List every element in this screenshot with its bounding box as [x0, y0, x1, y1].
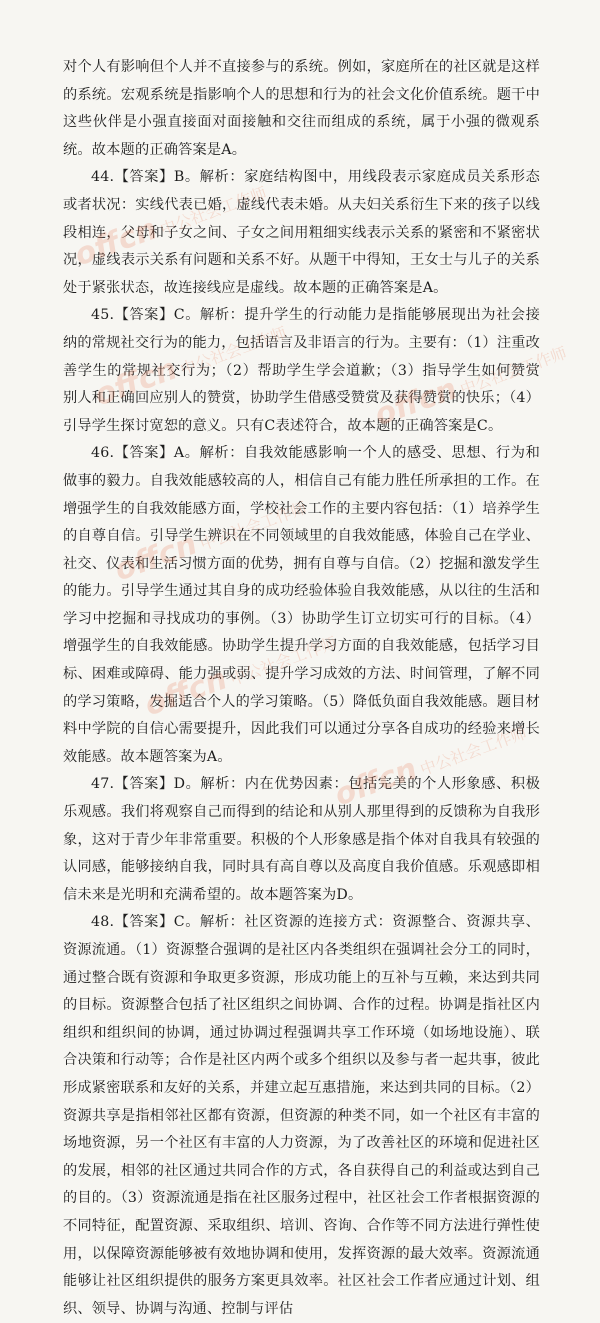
- watermark-logo: offcn中公社会工作师: [70, 183, 270, 274]
- watermark-logo: offcn中公社会工作师: [370, 343, 570, 434]
- watermark-logo: offcn中公社会工作师: [90, 323, 290, 414]
- watermark-logo: offcn中公社会工作师: [140, 633, 340, 724]
- answer-48-paragraph: 48.【答案】C。解析：社区资源的连接方式：资源整合、资源共享、资源流通。（1）资源整合强调的是社区内各类组织在强调社会分工的同时，通过整合既有资源和争取更多资源，形成功能上的互补与互赖，来达到共同的目标。资源整合包括了社区组织之间协调、合作的过程。协调是指社区内组织和组织间的协调，通过协调过程强调共享工作环境（如场地设施）、联合决策和行动等；合作是社区内两个或多个组织以及参与者一起共事，彼此形成紧密联系和友好的关系，并建立起互惠措施，来达到共同的目标。（2）资源共享是指相邻社区都有资源，但资源的种类不同，如一个社区有丰富的场地资源，另一个社区有丰富的人力资源，为了改善社区的环境和促进社区的发展，相邻的社区通过共同合作的方式，各自获得自己的利益或达到自己的目的。（3）资源流通是指在社区服务过程中，社区社会工作者根据资源的不同特征，配置资源、采取组织、培训、咨询、合作等不同方法进行弹性使用，以保障资源能够被有效地协调和使用，发挥资源的最大效率。资源流通能够让社区组织提供的服务方案更具效率。社区社会工作者应通过计划、组织、领导、协调与沟通、控制与评估: [63, 914, 540, 1317]
- answer-45-paragraph: 45.【答案】C。解析：提升学生的行动能力是指能够展现出为社会接纳的常规社交行为的能力，包括语言及非语言的行为。主要有：（1）注重改善学生的常规社交行为；（2）帮助学生学会道歉；（3）指导学生如何赞赏别人和正确回应别人的赞赏，协助学生借感受赞赏及获得赞赏的快乐；（4）引导学生探讨宽恕的意义。只有C表述符合，故本题的正确答案是C。: [63, 307, 540, 434]
- watermark-logo: offcn中公社会工作师: [110, 498, 310, 589]
- watermark-logo: offcn中公社会工作师: [330, 723, 530, 814]
- answer-47-paragraph: 47.【答案】D。解析：内在优势因素：包括完美的个人形象感、积极乐观感。我们将观察自己而得到的结论和从别人那里得到的反馈称为自我形象，这对于青少年非常重要。积极的个人形象感是指个体对自我具有较强的认同感，能够接纳自我，同时具有高自尊以及高度自我价值感。乐观感即相信未来是光明和充满希望的。故本题答案为D。: [63, 776, 540, 903]
- paragraph-continuation: 对个人有影响但个人并不直接参与的系统。例如，家庭所在的社区就是这样的系统。宏观系统是指影响个人的思想和行为的社会文化价值系统。题干中这些伙伴是小强直接面对面接触和交往而组成的系统，属于小强的微观系统。故本题的正确答案是A。: [63, 59, 540, 158]
- answer-46-paragraph: 46.【答案】A。解析：自我效能感影响一个人的感受、思想、行为和做事的毅力。自我效能感较高的人，相信自己有能力胜任所承担的工作。在增强学生的自我效能感方面，学校社会工作的主要内容包括：（1）培养学生的自尊自信。引导学生辨识在不同领域里的自我效能感，体验自己在学业、社交、仪表和生活习惯方面的优势，拥有自尊与自信。（2）挖掘和激发学生的能力。引导学生通过其自身的成功经验体验自我效能感，从以往的生活和学习中挖掘和寻找成功的事例。（3）协助学生订立切实可行的目标。（4）增强学生的自我效能感。协助学生提升学习方面的自我效能感，包括学习目标、困难或障碍、能力强或弱、提升学习成效的方法、时间管理，了解不同的学习策略，发掘适合个人的学习策略。（5）降低负面自我效能感。题目材料中学院的自信心需要提升，因此我们可以通过分享各自成功的经验来增长效能感。故本题答案为A。: [63, 445, 540, 765]
- answer-44-paragraph: 44.【答案】B。解析：家庭结构图中，用线段表示家庭成员关系形态或者状况：实线代表已婚，虚线代表未婚。从夫妇关系衍生下来的孩子以线段相连，父母和子女之间、子女之间用粗细实线表示关系的紧密和不紧密状况，虚线表示关系有问题和关系不好。从题干中得知，王女士与儿子的关系处于紧张状态，故连接线应是虚线。故本题的正确答案是A。: [63, 169, 540, 296]
